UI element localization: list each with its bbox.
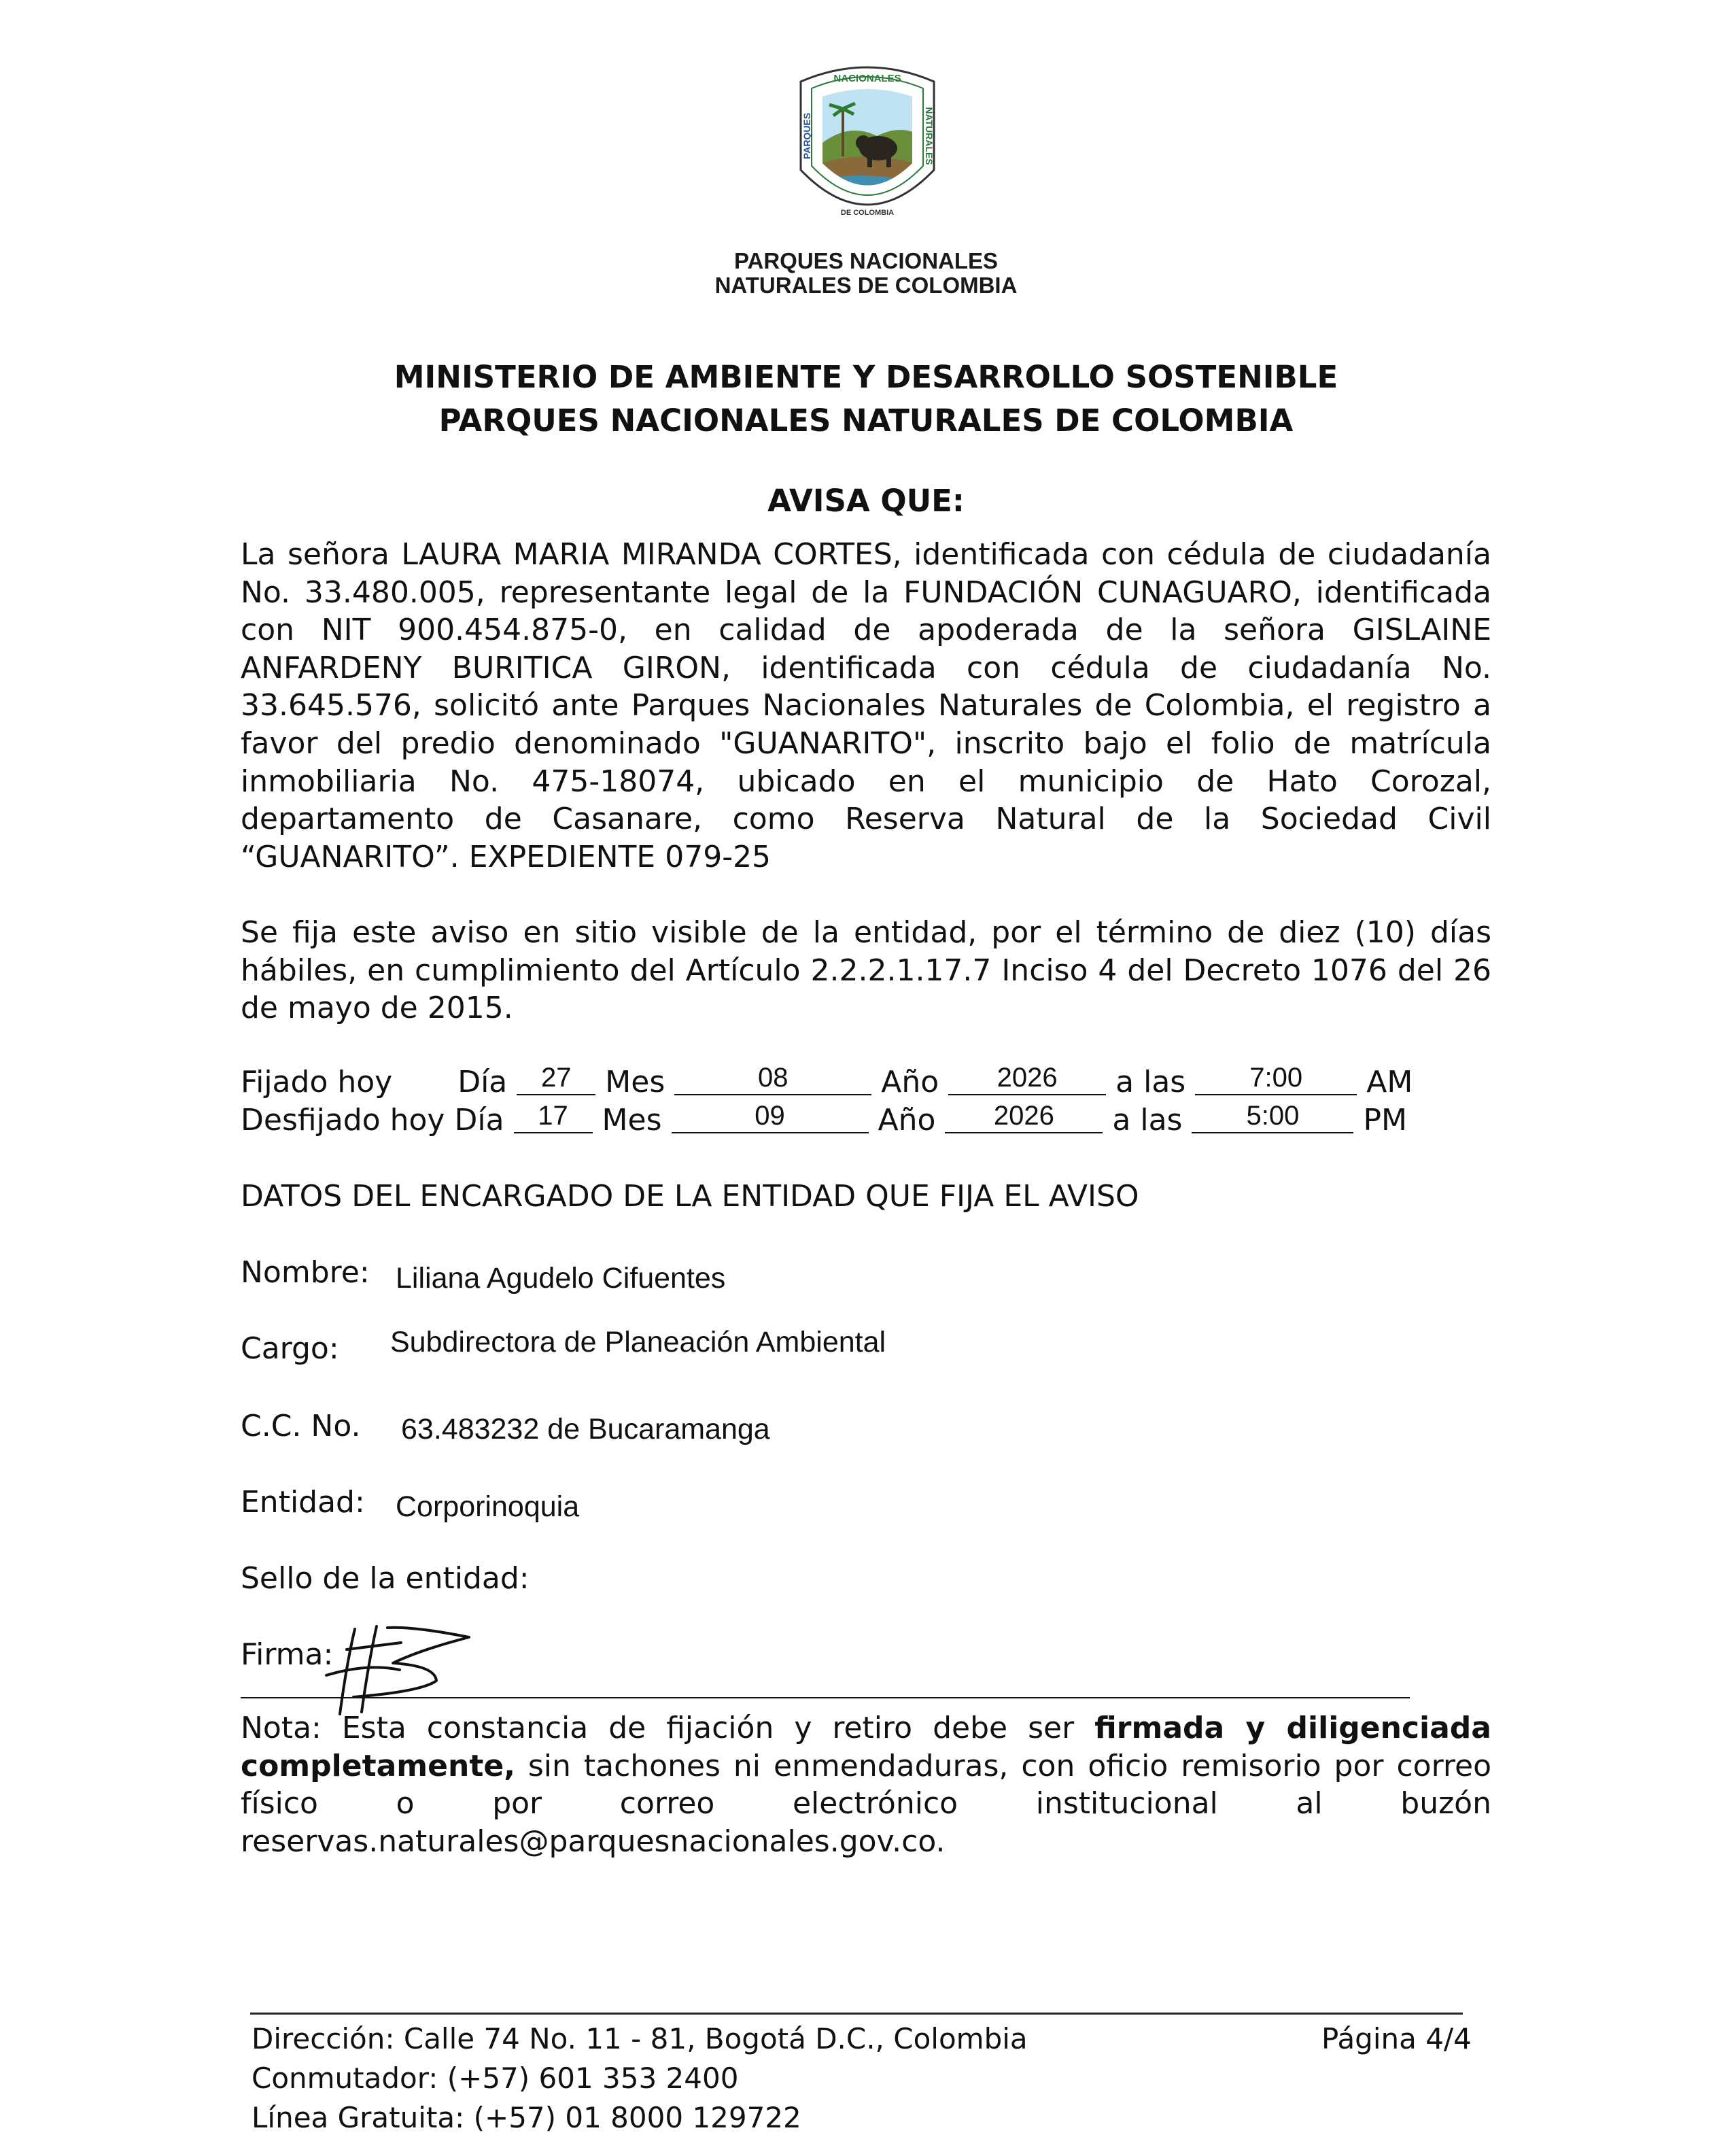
seal-ring-bottom: DE COLOMBIA xyxy=(840,209,895,217)
nota-suffix: sin tachones ni enmendaduras, con oficio remisorio por correo físico o por correo electrónico institucional al buzón reservas.naturales@parquesnacionales.gov.co. xyxy=(241,1748,1491,1859)
fijado-mes-field[interactable]: 08 xyxy=(674,1064,871,1095)
avisa-que-title: AVISA QUE: xyxy=(767,483,965,519)
cc-label: C.C. No. xyxy=(241,1409,361,1443)
logo-caption xyxy=(680,249,1052,298)
parques-nacionales-seal-icon xyxy=(795,61,939,238)
desfijado-label: Desfijado hoy xyxy=(241,1103,445,1137)
logo-caption-line2: NATURALES DE COLOMBIA xyxy=(714,273,1018,298)
fijado-row xyxy=(241,1065,1413,1101)
desfijado-mes-field[interactable]: 09 xyxy=(672,1102,869,1133)
desfijado-dia-label: Día xyxy=(454,1103,504,1137)
handwritten-signature-icon xyxy=(319,1622,483,1717)
desfijado-hora-field[interactable]: 5:00 xyxy=(1192,1102,1353,1133)
entidad-value[interactable]: Corporinoquia xyxy=(396,1490,580,1523)
fijado-dia-field[interactable]: 27 xyxy=(517,1064,595,1095)
nombre-value[interactable]: Liliana Agudelo Cifuentes xyxy=(396,1262,726,1295)
fijacion-paragraph: Se fija este aviso en sitio visible de la entidad, por el término de diez (10) días hábiles, en cumplimiento del Artículo 2.2.2.1.17.7 Inciso 4 del Decreto 1076 del 26 de mayo de 2015. xyxy=(241,915,1491,1026)
footer-pagina: Página 4/4 xyxy=(1321,2022,1472,2055)
footer-linea: Línea Gratuita: (+57) 01 8000 129722 xyxy=(252,2101,801,2134)
fijado-dia-label: Día xyxy=(457,1065,508,1099)
fijado-hora-label: a las xyxy=(1115,1065,1186,1099)
desfijado-anio-field[interactable]: 2026 xyxy=(945,1102,1103,1133)
cc-value[interactable]: 63.483232 de Bucaramanga xyxy=(401,1413,770,1445)
cargo-label: Cargo: xyxy=(241,1331,339,1366)
header-ministerio: MINISTERIO DE AMBIENTE Y DESARROLLO SOSTENIBLE xyxy=(394,359,1338,395)
desfijado-anio-label: Año xyxy=(878,1103,936,1137)
nota-bold: firmada y diligenciada completamente, xyxy=(241,1711,1491,1783)
nota-paragraph xyxy=(241,1709,1491,1860)
footer-conmutador: Conmutador: (+57) 601 353 2400 xyxy=(252,2061,739,2095)
desfijado-dia-field[interactable]: 17 xyxy=(514,1102,593,1133)
sello-label: Sello de la entidad: xyxy=(241,1561,530,1596)
desfijado-ampm: PM xyxy=(1363,1103,1407,1137)
fijado-hora-field[interactable]: 7:00 xyxy=(1195,1064,1357,1095)
fijado-anio-label: Año xyxy=(881,1065,939,1099)
fijado-anio-field[interactable]: 2026 xyxy=(948,1064,1106,1095)
footer-direccion: Dirección: Calle 74 No. 11 - 81, Bogotá D.C., Colombia xyxy=(252,2022,1028,2055)
nombre-label: Nombre: xyxy=(241,1255,370,1290)
nota-prefix: Nota: Esta constancia de fijación y retiro debe ser xyxy=(241,1711,1095,1745)
desfijado-mes-label: Mes xyxy=(602,1103,662,1137)
desfijado-hora-label: a las xyxy=(1112,1103,1183,1137)
firma-label: Firma: xyxy=(241,1637,334,1672)
header-parques: PARQUES NACIONALES NATURALES DE COLOMBIA xyxy=(438,403,1294,439)
desfijado-row xyxy=(241,1103,1407,1139)
footer-rule xyxy=(250,2013,1463,2015)
seal-ring-left: PARQUES xyxy=(801,112,812,160)
fijado-label: Fijado hoy xyxy=(241,1065,393,1099)
seal-ring-top: NACIONALES xyxy=(833,73,901,84)
datos-encargado-title: DATOS DEL ENCARGADO DE LA ENTIDAD QUE FIJA EL AVISO xyxy=(241,1179,1139,1214)
aviso-paragraph: La señora LAURA MARIA MIRANDA CORTES, identificada con cédula de ciudadanía No. 33.480.005, representante legal de la FUNDACIÓN CUNAGUARO, identificada con NIT 900.454.875-0, en calidad de apoderada de la señora GISLAINE ANFARDENY BURITICA GIRON, identificada con cédula de ciudadanía No. 33.645.576, solicitó ante Parques Nacionales Naturales de Colombia, el registro a favor del predio denominado "GUANARITO", inscrito bajo el folio de matrícula inmobiliaria No. 475-18074, ubicado en el municipio de Hato Corozal, departamento de Casanare, como Reserva Natural de la Sociedad Civil “GUANARITO”. EXPEDIENTE 079-25 xyxy=(241,537,1491,874)
entidad-label: Entidad: xyxy=(241,1485,365,1520)
cargo-value[interactable]: Subdirectora de Planeación Ambiental xyxy=(390,1326,886,1358)
logo-caption-line1: PARQUES NACIONALES xyxy=(733,248,999,273)
seal-ring-right: NATURALES xyxy=(924,107,935,165)
fijado-ampm: AM xyxy=(1366,1065,1413,1099)
fijado-mes-label: Mes xyxy=(605,1065,665,1099)
